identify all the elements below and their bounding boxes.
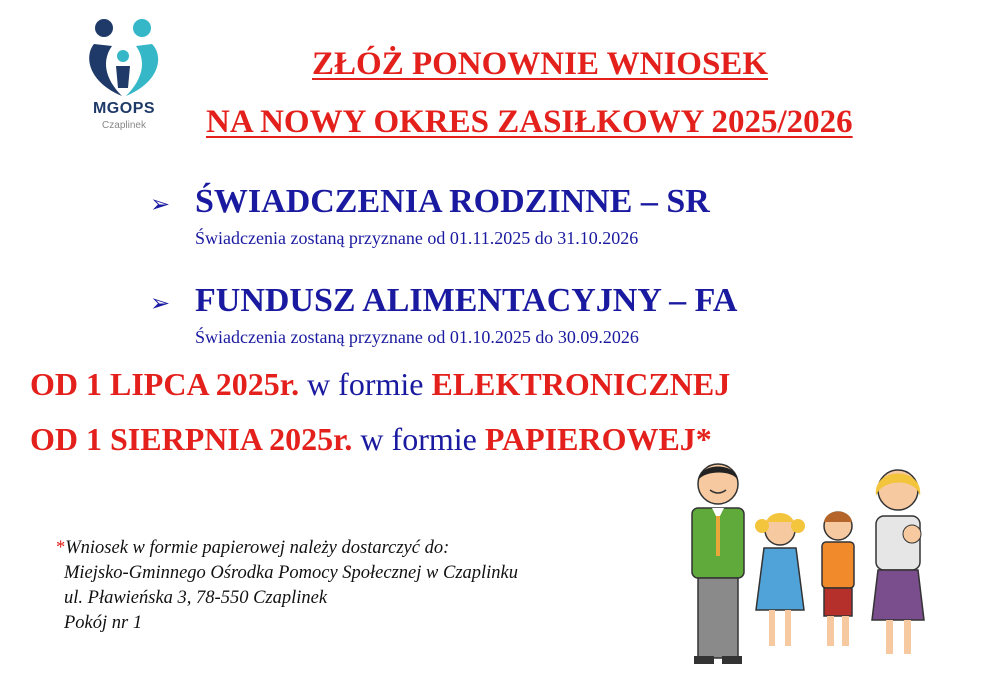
page-title-line-2: NA NOWY OKRES ZASIŁKOWY 2025/2026 [206,104,853,140]
date-line-paper [30,421,712,458]
note-line-1: Wniosek w formie papierowej należy dostarczyć do: [65,538,450,558]
logo-name: MGOPS [92,100,156,117]
form-paper: PAPIEROWEJ* [484,421,712,457]
note-line-2: Miejsko-Gminnego Ośrodka Pomocy Społecznej w Czaplinku [64,563,519,583]
note-line-4: Pokój nr 1 [64,613,143,633]
page-title-line-1: ZŁÓŻ PONOWNIE WNIOSEK [312,46,768,82]
date-electronic: OD 1 LIPCA 2025r. [30,366,300,402]
family-illustration [676,460,946,680]
note-line-3: ul. Pławieńska 3, 78-550 Czaplinek [64,588,328,608]
paper-application-note [56,536,518,636]
mgops-logo [74,16,174,136]
arrow-bullet-icon: ➢ [150,190,171,218]
family-illustration-icon [676,460,946,680]
item-fa-title: FUNDUSZ ALIMENTACYJNY – FA [195,282,738,319]
family-logo-icon [74,16,174,100]
form-prefix: w formie [307,366,424,402]
date-line-electronic [30,366,730,403]
item-fa-subtitle: Świadczenia zostaną przyznane od 01.10.2025 do 30.09.2026 [195,327,639,347]
date-paper: OD 1 SIERPNIA 2025r. [30,421,353,457]
logo-subtitle: Czaplinek [102,120,146,131]
note-asterisk: * [56,538,66,558]
item-sr-title: ŚWIADCZENIA RODZINNE – SR [195,183,710,220]
item-sr-subtitle: Świadczenia zostaną przyznane od 01.11.2025 do 31.10.2026 [195,228,639,248]
form-prefix: w formie [360,421,477,457]
form-electronic: ELEKTRONICZNEJ [431,366,731,402]
arrow-bullet-icon: ➢ [150,289,171,317]
